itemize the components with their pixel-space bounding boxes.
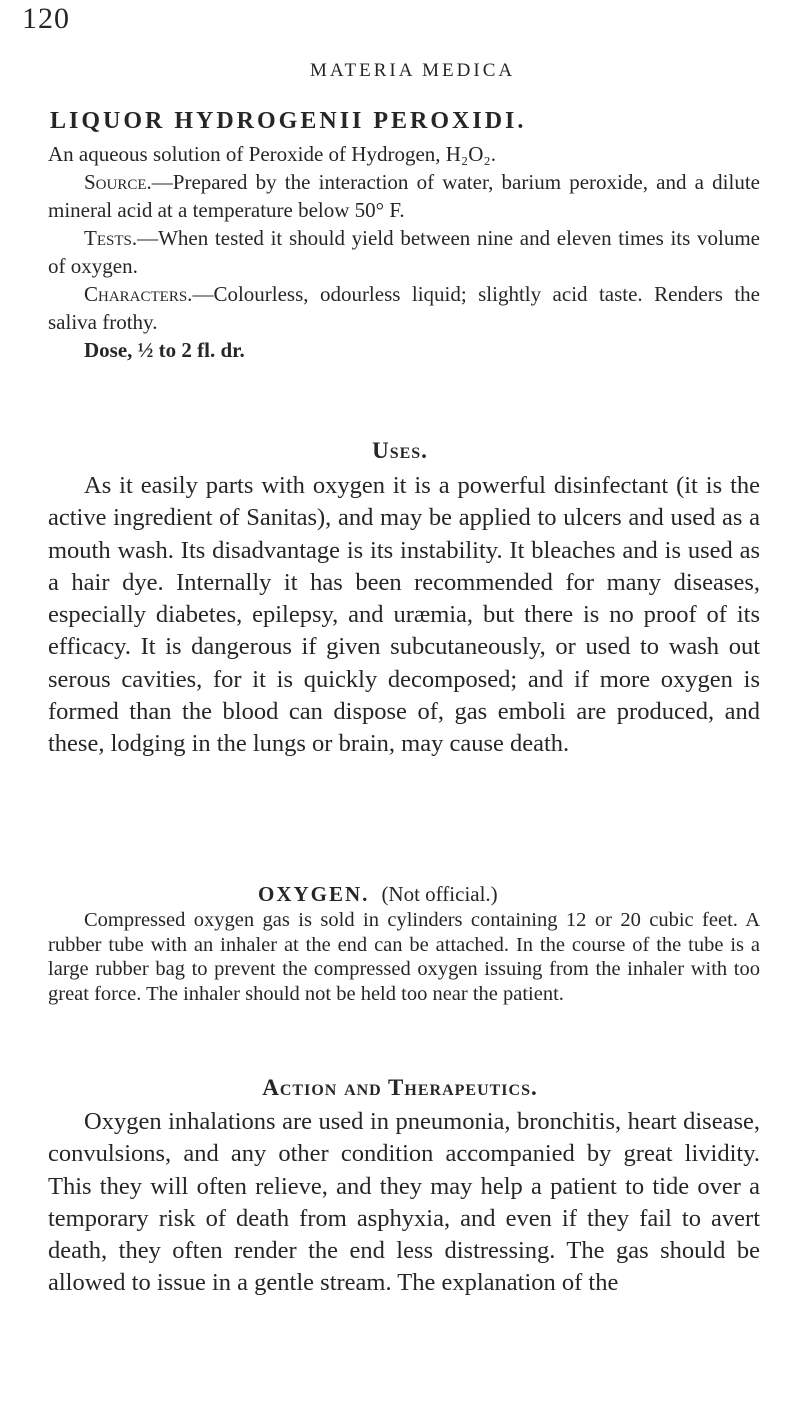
uses-heading: Uses.	[372, 438, 428, 463]
source-paragraph	[48, 168, 760, 224]
tests-label: Tests.	[84, 226, 138, 250]
characters-label: Characters.	[84, 282, 193, 306]
running-head: MATERIA MEDICA	[310, 60, 516, 81]
source-label: Source.	[84, 170, 152, 194]
tests-paragraph	[48, 224, 760, 280]
source-text: —Prepared by the interaction of water, barium peroxide, and a dilute mineral acid at a temperature below 50° F.	[48, 170, 760, 222]
entry-body	[48, 140, 760, 364]
dose-line: Dose, ½ to 2 fl. dr.	[84, 338, 245, 362]
entry-title: LIQUOR HYDROGENII PEROXIDI.	[50, 108, 527, 134]
oxygen-title: OXYGEN.	[258, 882, 370, 906]
action-section	[48, 1106, 760, 1300]
uses-paragraph: As it easily parts with oxygen it is a powerful disinfectant (it is the active ingredient of Sanitas), and may be applied to ulcers and used as a mouth wash. Its disadvantage is its instability. It bleaches and is used as a hair dye. Internally it has been recommended for many diseases, especially diabetes, epilepsy, and uræmia, but there is no proof of its efficacy. It is dangerous if given subcutaneously, or used to wash out serous cavities, for it is quickly decomposed; and if more oxygen is formed than the blood can dispose of, gas emboli are produced, and these, lodging in the lungs or brain, may cause death.	[48, 472, 760, 758]
action-paragraph: Oxygen inhalations are used in pneumonia, bronchitis, heart disease, convulsions, and any other condition accompanied by great lividity. This they will often relieve, and they may help a patient to tide over a temporary risk of death from asphyxia, and even if they fail to avert death, they often render the end less distressing. The gas should be allowed to issue in a gentle stream. The explanation of the	[48, 1108, 760, 1297]
page-number: 120	[22, 2, 70, 35]
uses-section	[48, 470, 760, 761]
characters-text: —Colourless, odourless liquid; slightly acid taste. Renders the saliva frothy.	[48, 282, 760, 334]
tests-text: —When tested it should yield between nine and eleven times its volume of oxygen.	[48, 226, 760, 278]
entry-definition: An aqueous solution of Peroxide of Hydrogen, H₂O₂.	[48, 142, 496, 166]
oxygen-section	[48, 908, 760, 1006]
oxygen-paragraph: Compressed oxygen gas is sold in cylinders containing 12 or 20 cubic feet. A rubber tube with an inhaler at the end can be attached. In the course of the tube is a large rubber bag to prevent the compressed oxygen issuing from the inhaler with too great force. The inhaler should not be held too near the patient.	[48, 909, 760, 1005]
oxygen-note: (Not official.)	[381, 882, 498, 906]
action-heading: Action and Therapeutics.	[262, 1075, 538, 1100]
characters-paragraph	[48, 280, 760, 336]
oxygen-title-line	[258, 882, 498, 907]
